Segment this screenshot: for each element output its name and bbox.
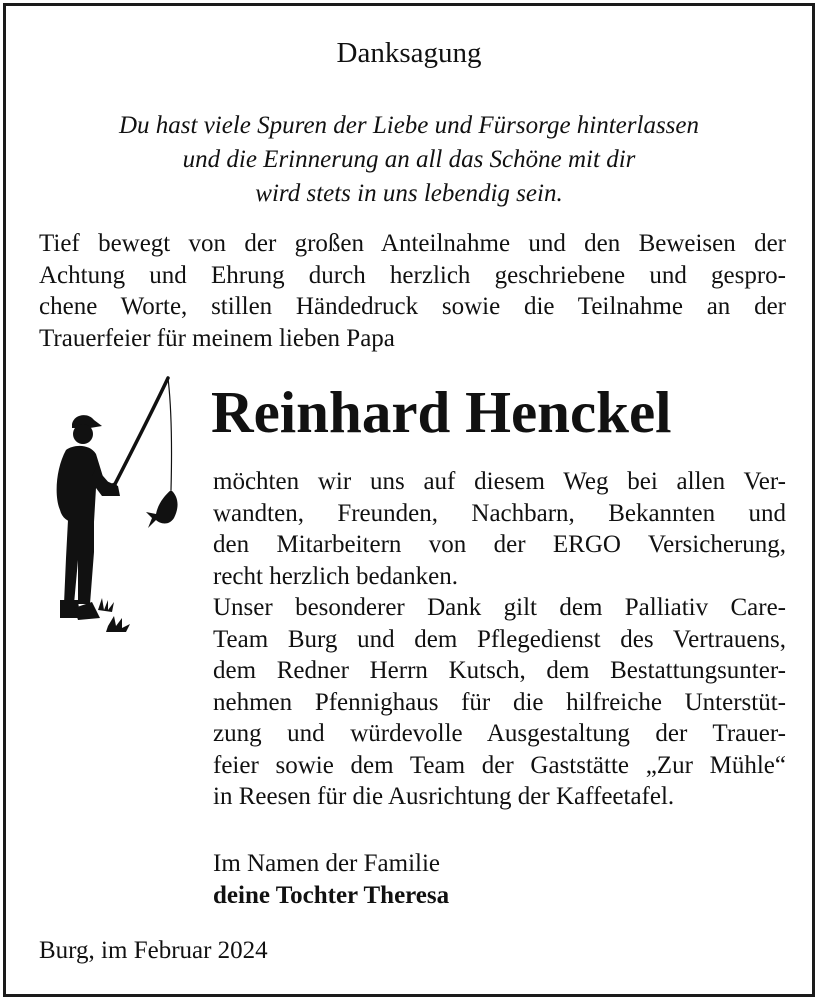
thanks-line: zung und würdevolle Ausgestaltung der Trauer- <box>213 720 786 747</box>
intro-line: Tief bewegt von der großen Anteilnahme und den Beweisen der <box>39 230 786 257</box>
thanks-line: den Mitarbeitern von der ERGO Versicherung, <box>213 531 786 558</box>
intro-line: chene Worte, stillen Händedruck sowie die Teilnahme an der <box>39 293 786 320</box>
angler-silhouette-icon <box>44 372 194 637</box>
obituary-notice <box>3 3 815 997</box>
intro-line: Trauerfeier für meinem lieben Papa <box>39 324 395 352</box>
thanks-line: in Reesen für die Ausrichtung der Kaffeetafel. <box>213 783 675 810</box>
intro-paragraph <box>39 228 786 354</box>
poem-line: Du hast viele Spuren der Liebe und Fürsorge hinterlassen <box>118 112 700 139</box>
poem-line: und die Erinnerung an all das Schöne mit dir <box>182 146 636 173</box>
signature-line: Im Namen der Familie <box>213 850 441 877</box>
thanks-line: möchten wir uns auf diesem Weg bei allen Ver- <box>213 468 786 495</box>
deceased-name: Reinhard Henckel <box>211 379 672 445</box>
notice-heading: Danksagung <box>336 37 482 69</box>
thanks-line: dem Redner Herrn Kutsch, dem Bestattungsunter- <box>213 657 786 684</box>
signature-name: deine Tochter Theresa <box>213 882 450 909</box>
thanks-line: wandten, Freunden, Nachbarn, Bekannten und <box>213 499 786 527</box>
thanks-line: Unser besonderer Dank gilt dem Palliativ Care- <box>213 594 786 621</box>
signature-block <box>213 848 449 912</box>
place-date: Burg, im Februar 2024 <box>39 937 268 964</box>
thanks-paragraph <box>213 466 786 813</box>
poem-line: wird stets in uns lebendig sein. <box>255 180 563 207</box>
thanks-line: recht herzlich bedanken. <box>213 562 459 590</box>
thanks-line: nehmen Pfennighaus für die hilfreiche Unterstüt- <box>213 688 786 716</box>
thanks-line: Team Burg und dem Pflegedienst des Vertrauens, <box>213 625 786 653</box>
thanks-line: feier sowie dem Team der Gaststätte „Zur Mühle“ <box>213 751 786 779</box>
memorial-poem <box>6 109 812 211</box>
intro-line: Achtung und Ehrung durch herzlich geschriebene und gespro- <box>39 261 786 289</box>
